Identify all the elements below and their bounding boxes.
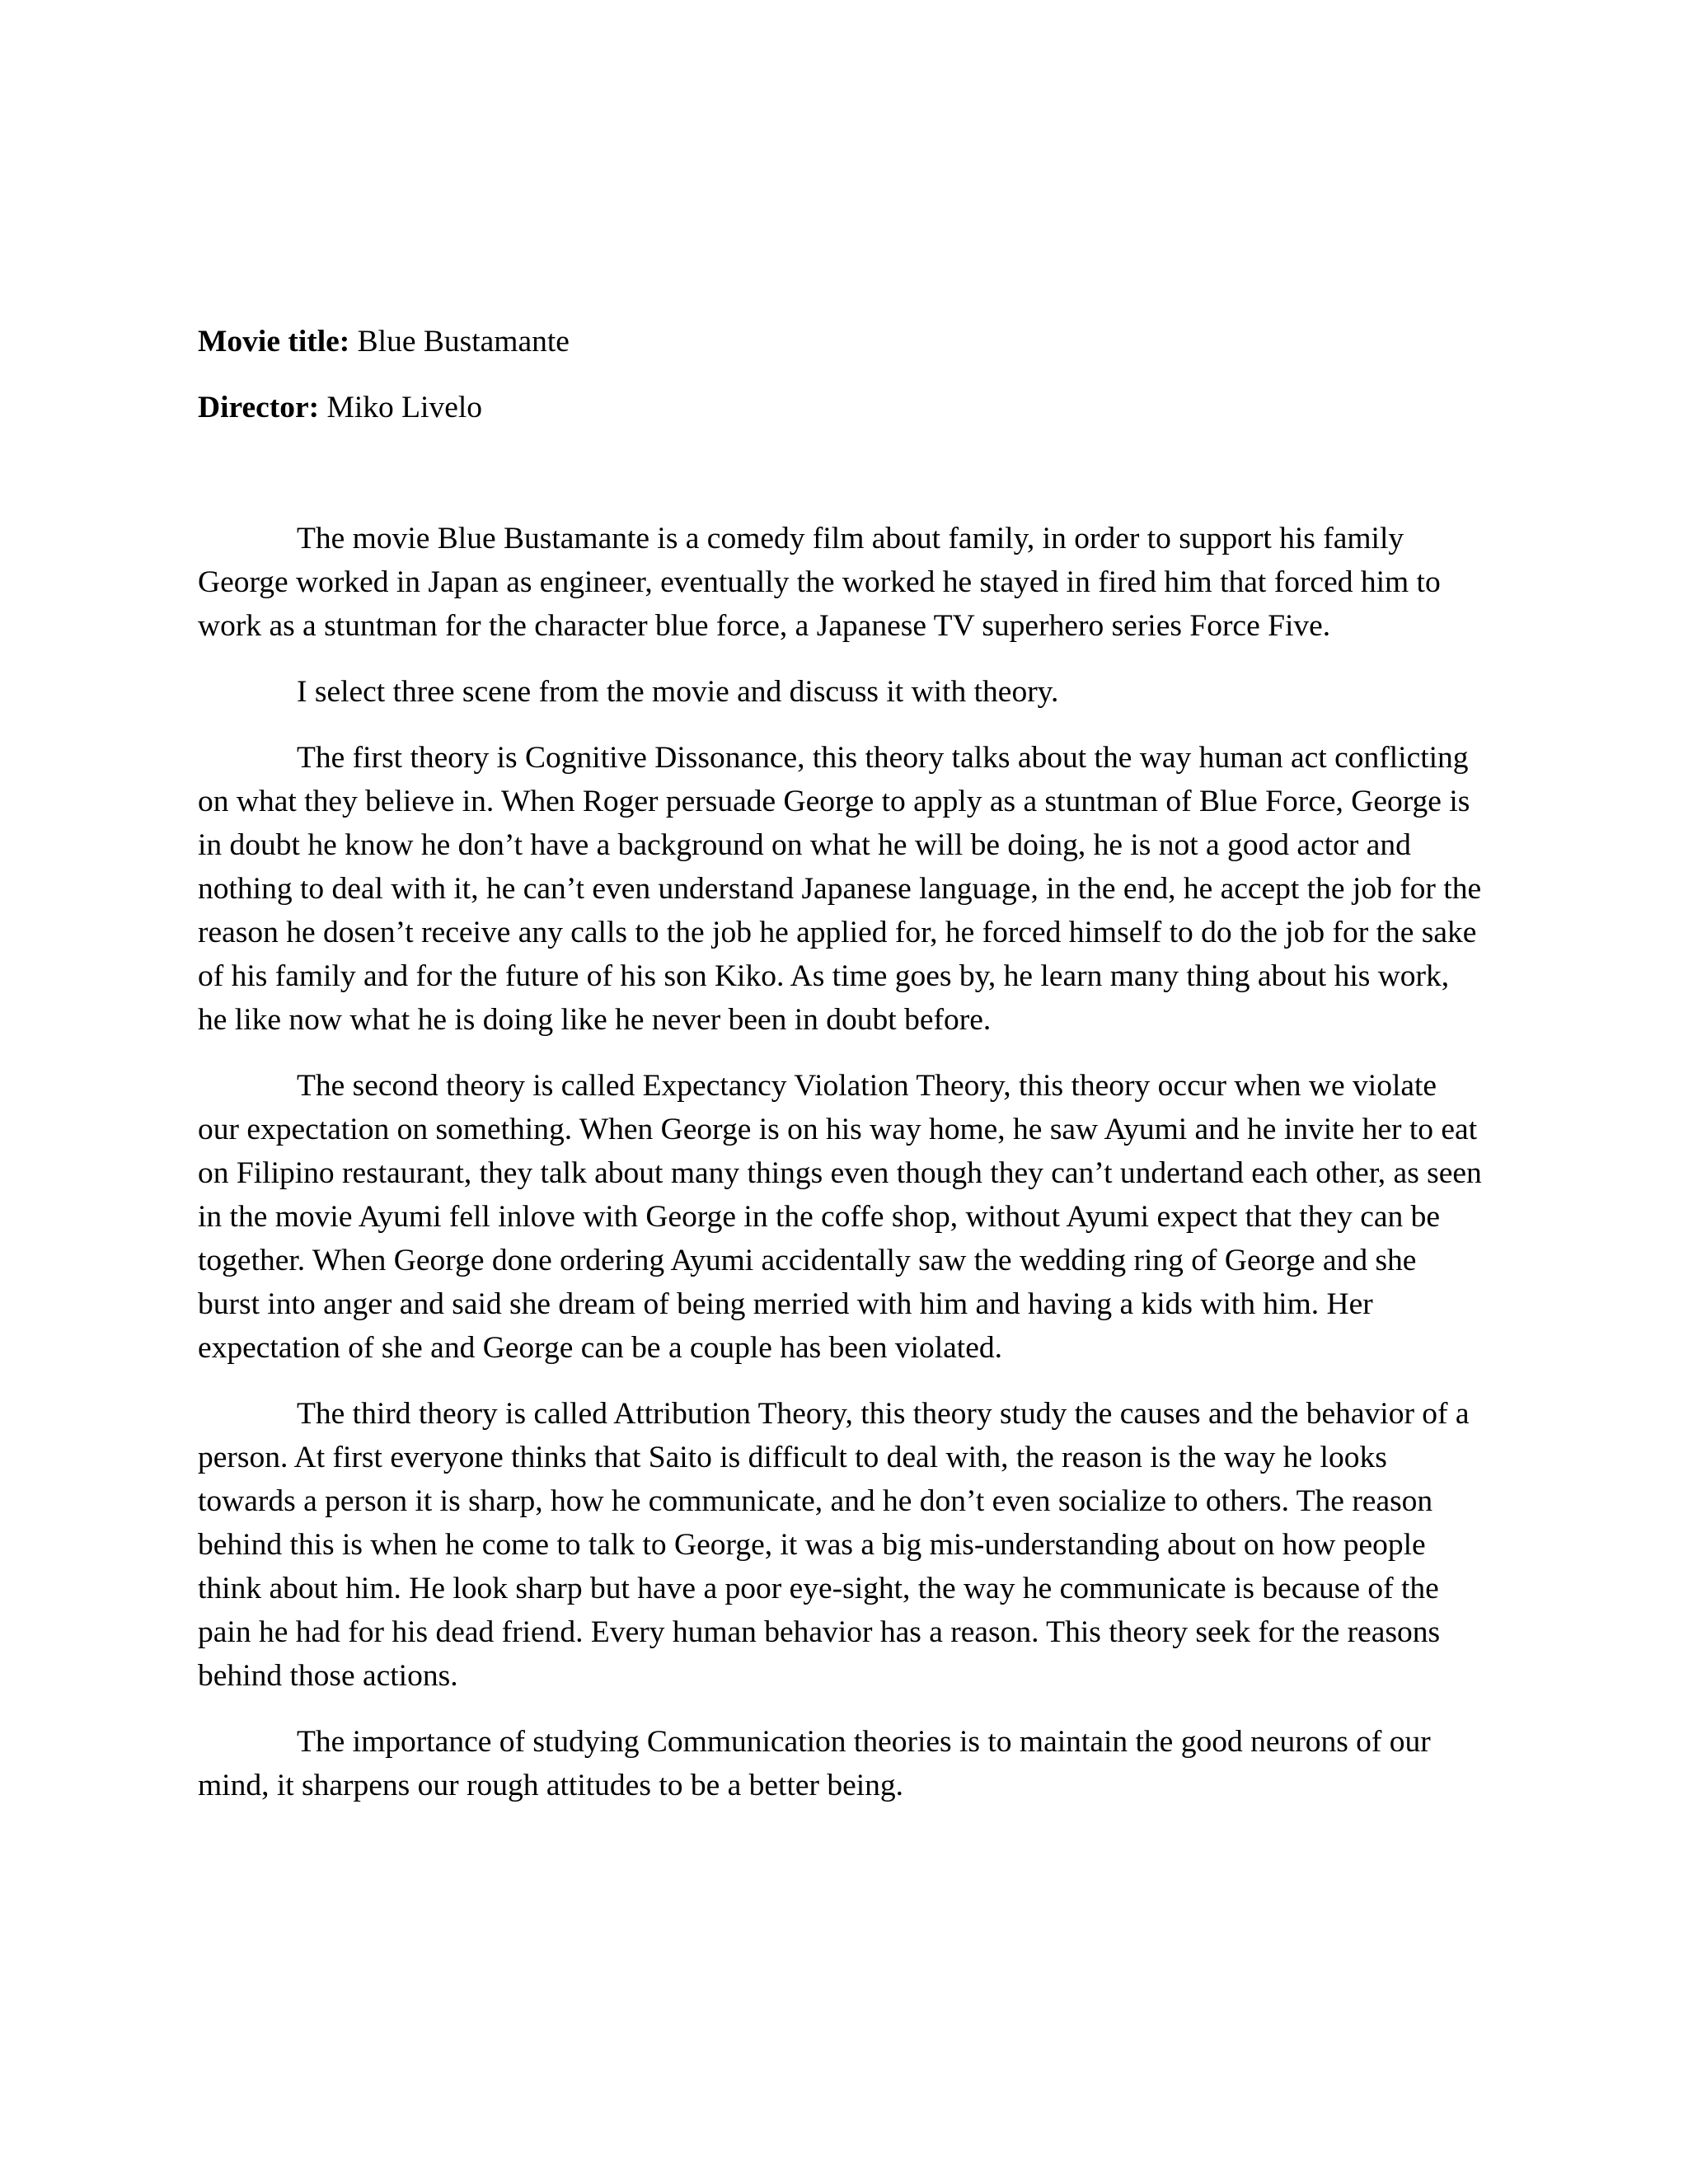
paragraph-cognitive-dissonance: The first theory is Cognitive Dissonance, this theory talks about the way human act conflicting on what they believe in. When Roger persuade George to apply as a stuntman of Blue Force, George is in doubt he know he don’t have a background on what he will be doing, he is not a good actor and nothing to deal with it, he can’t even understand Japanese language, in the end, he accept the job for the reason he dosen’t receive any calls to the job he applied for, he forced himself to do the job for the sake of his family and for the future of his son Kiko. As time goes by, he learn many thing about his work, he like now what he is doing like he never been in doubt before. <box>198 741 1482 1037</box>
director-label: Director: <box>198 391 320 424</box>
paragraph-intro: The movie Blue Bustamante is a comedy film about family, in order to support his family George worked in Japan as engineer, eventually the worked he stayed in fired him that forced him to work as a stuntman for the character blue force, a Japanese TV superhero series Force Five. <box>198 522 1441 643</box>
paragraph-attribution-theory: The third theory is called Attribution Theory, this theory study the causes and the behavior of a person. At first everyone thinks that Saito is difficult to deal with, the reason is the way he looks towards a person it is sharp, how he communicate, and he don’t even socialize to others. The reason behind this is when he come to talk to George, it was a big mis-understanding about on how people think about him. He look sharp but have a poor eye-sight, the way he communicate is because of the pain he had for his dead friend. Every human behavior has a reason. This theory seek for the reasons behind those actions. <box>198 1397 1470 1693</box>
essay-body <box>198 517 1484 1807</box>
paragraph-expectancy-violation: The second theory is called Expectancy Violation Theory, this theory occur when we violate our expectation on something. When George is on his way home, he saw Ayumi and he invite her to eat on Filipino restaurant, they talk about many things even though they can’t undertand each other, as seen in the movie Ayumi fell inlove with George in the coffe shop, without Ayumi expect that they can be together. When George done ordering Ayumi accidentally saw the wedding ring of George and she burst into anger and said she dream of being merried with him and having a kids with him. Her expectation of she and George can be a couple has been violated. <box>198 1069 1482 1365</box>
movie-title-label: Movie title: <box>198 325 350 359</box>
paragraph-conclusion: The importance of studying Communication theories is to maintain the good neurons of our mind, it sharpens our rough attitudes to be a better being. <box>198 1725 1431 1802</box>
paragraph-scene-selection: I select three scene from the movie and discuss it with theory. <box>297 675 1059 709</box>
document-content <box>198 320 1484 1830</box>
director-value: Miko Livelo <box>326 391 483 424</box>
movie-title-line <box>198 320 1484 363</box>
movie-title-value: Blue Bustamante <box>357 325 570 359</box>
director-line <box>198 386 1484 429</box>
